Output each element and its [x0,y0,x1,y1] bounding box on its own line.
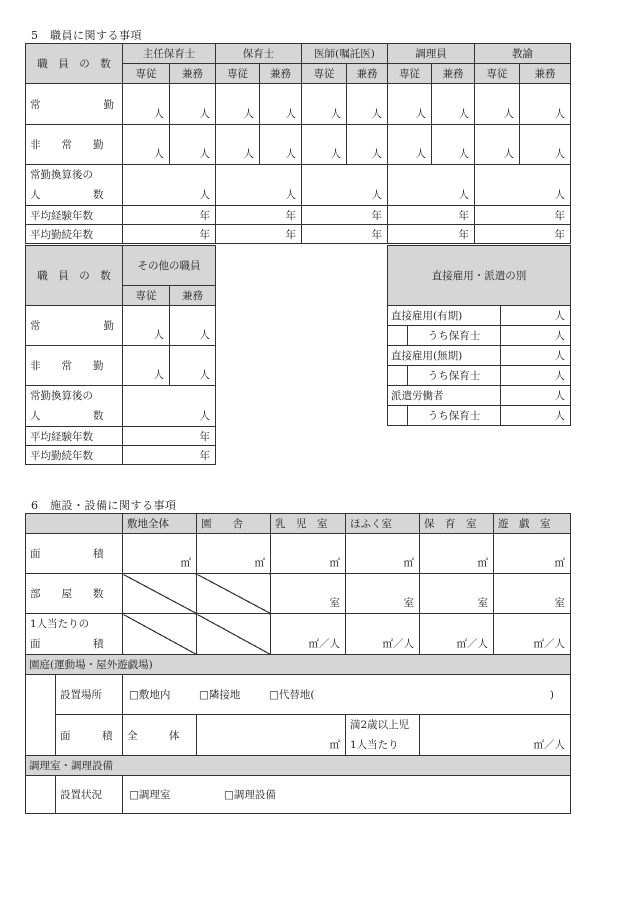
garden-option-alternate[interactable]: □代替地( [269,689,315,701]
kitchen-options [123,776,571,814]
kenmu-header: 兼務 [170,64,216,84]
staff-count-label: 職 員 の 数 [26,44,123,84]
senju-header: 専従 [123,64,170,84]
row-label-kansan: 常勤換算後の 人 数 [26,386,123,427]
field-unit[interactable]: ㎡／人 [494,614,571,655]
other-staff-table [25,245,216,465]
field-unit[interactable]: 人 [388,84,432,125]
field-unit[interactable]: ㎡ [197,715,346,756]
field-unit[interactable]: 人 [170,306,216,346]
row-label-per-person: 1人当たりの 面 積 [26,614,123,655]
field-unit[interactable]: 年 [216,206,302,225]
other-staff-header: その他の職員 [123,246,216,286]
kenmu-header: 兼務 [260,64,302,84]
employment-row-label: 直接雇用(無期) [388,346,501,366]
kitchen-option-equipment[interactable]: □調理設備 [224,789,276,801]
field-unit[interactable]: ㎡ [420,534,494,574]
garden-total-label: 全 体 [123,715,197,756]
field-unit[interactable]: ㎡／人 [271,614,346,655]
field-unit[interactable]: ㎡ [271,534,346,574]
facility-col-header: 遊 戯 室 [494,514,571,534]
field-unit[interactable]: ㎡ [123,534,197,574]
field-unit[interactable]: ㎡／人 [420,614,494,655]
job-header: 保育士 [216,44,302,64]
row-label-rooms: 部 屋 数 [26,574,123,614]
na-cell [197,574,271,614]
row-label-keiken: 平均経験年数 [26,427,123,446]
field-unit[interactable]: 室 [346,574,420,614]
kitchen-option-room[interactable]: □調理室 [129,789,171,801]
field-unit[interactable]: 人 [501,386,571,406]
staff-table [25,43,571,244]
field-unit[interactable]: 人 [216,165,302,206]
field-unit[interactable]: ㎡ [197,534,271,574]
employment-row-label: うち保育士 [408,406,501,426]
garden-location-label: 設置場所 [56,675,123,715]
field-unit[interactable]: 人 [216,84,260,125]
employment-type-table [387,245,571,426]
field-unit[interactable]: 室 [271,574,346,614]
field-unit[interactable]: 人 [347,125,388,165]
employment-type-header: 直接雇用・派遣の別 [388,246,571,306]
job-header: 教諭 [475,44,571,64]
row-label-kinzoku: 平均勤続年数 [26,446,123,465]
kitchen-status-label: 設置状況 [56,776,123,814]
field-unit[interactable]: 年 [475,206,571,225]
facility-table [25,513,571,814]
field-unit[interactable]: 年 [388,206,475,225]
row-label-joukin: 常 勤 [26,306,123,346]
field-unit[interactable]: 人 [170,346,216,386]
field-unit[interactable]: 人 [520,125,571,165]
field-unit[interactable]: 人 [388,165,475,206]
senju-header: 専従 [475,64,520,84]
field-unit[interactable]: 年 [123,446,216,465]
field-unit[interactable]: 人 [260,84,302,125]
employment-row-label: 直接雇用(有期) [388,306,501,326]
field-unit[interactable]: 人 [302,125,347,165]
facility-col-header: 保 育 室 [420,514,494,534]
garden-option-onsite[interactable]: □敷地内 [129,689,171,701]
field-unit[interactable]: 年 [123,427,216,446]
field-unit[interactable]: 人 [260,125,302,165]
row-label-joukin: 常 勤 [26,84,123,125]
field-unit[interactable]: 人 [388,125,432,165]
field-unit[interactable]: 人 [123,346,170,386]
garden-section-title: 園庭(運動場・屋外遊戯場) [26,655,571,675]
job-header: 主任保育士 [123,44,216,64]
kenmu-header: 兼務 [347,64,388,84]
field-unit[interactable]: 人 [432,84,475,125]
field-unit[interactable]: ㎡ [346,534,420,574]
senju-header: 専従 [388,64,432,84]
employment-row-label: うち保育士 [408,366,501,386]
field-unit[interactable]: 人 [302,165,388,206]
field-unit[interactable]: 人 [347,84,388,125]
facility-col-header: 園 舎 [197,514,271,534]
field-unit[interactable]: 人 [475,125,520,165]
row-label-kansan: 常勤換算後の 人 数 [26,165,123,206]
field-unit[interactable]: 人 [475,165,571,206]
na-cell [123,614,197,655]
field-unit[interactable]: 人 [501,326,571,346]
senju-header: 専従 [302,64,347,84]
facility-col-header: 乳 児 室 [271,514,346,534]
field-unit[interactable]: 年 [123,206,216,225]
kenmu-header: 兼務 [520,64,571,84]
senju-header: 専従 [123,286,170,306]
kenmu-header: 兼務 [432,64,475,84]
field-unit[interactable]: 人 [123,84,170,125]
job-header: 調理員 [388,44,475,64]
field-unit[interactable]: 人 [475,84,520,125]
field-unit[interactable]: 人 [432,125,475,165]
section-6-heading: 6 施設・設備に関する事項 [31,499,177,512]
field-unit[interactable]: 人 [170,125,216,165]
garden-location-options [123,675,571,715]
garden-option-close-paren: ) [549,688,554,701]
row-label-hijoukin: 非 常 勤 [26,125,123,165]
row-label-area: 面 積 [26,534,123,574]
job-header: 医師(嘱託医) [302,44,388,64]
field-unit[interactable]: 人 [123,165,216,206]
garden-over2-label: 満2歳以上児 1人当たり [346,715,420,756]
field-unit[interactable]: 年 [475,225,571,244]
field-unit[interactable]: 年 [123,225,216,244]
field-unit[interactable]: ㎡ [494,534,571,574]
row-label-keiken: 平均経験年数 [26,206,123,225]
kenmu-header: 兼務 [170,286,216,306]
employment-row-label: 派遣労働者 [388,386,501,406]
field-unit[interactable]: 年 [302,206,388,225]
field-unit[interactable]: 人 [501,346,571,366]
field-unit[interactable]: 人 [123,125,170,165]
row-label-hijoukin: 非 常 勤 [26,346,123,386]
field-unit[interactable]: 年 [388,225,475,244]
field-unit[interactable]: 年 [302,225,388,244]
field-unit[interactable]: 年 [216,225,302,244]
garden-option-adjacent[interactable]: □隣接地 [199,689,241,701]
staff-count-label: 職 員 の 数 [26,246,123,306]
na-cell [197,614,271,655]
field-unit[interactable]: 人 [520,84,571,125]
employment-row-label: うち保育士 [408,326,501,346]
field-unit[interactable]: 室 [420,574,494,614]
field-unit[interactable]: ㎡／人 [420,715,571,756]
field-unit[interactable]: 人 [170,84,216,125]
facility-col-header: 敷地全体 [123,514,197,534]
field-unit[interactable]: 人 [216,125,260,165]
field-unit[interactable]: ㎡／人 [346,614,420,655]
field-unit[interactable]: 人 [123,386,216,427]
senju-header: 専従 [216,64,260,84]
field-unit[interactable]: 人 [123,306,170,346]
facility-col-header: ほふく室 [346,514,420,534]
field-unit[interactable]: 人 [501,306,571,326]
kitchen-section-title: 調理室・調理設備 [26,756,571,776]
section-5-heading: 5 職員に関する事項 [31,29,142,42]
field-unit[interactable]: 室 [494,574,571,614]
row-label-kinzoku: 平均勤続年数 [26,225,123,244]
na-cell [123,574,197,614]
garden-area-label: 面 積 [56,715,123,756]
field-unit[interactable]: 人 [501,406,571,426]
field-unit[interactable]: 人 [501,366,571,386]
field-unit[interactable]: 人 [302,84,347,125]
